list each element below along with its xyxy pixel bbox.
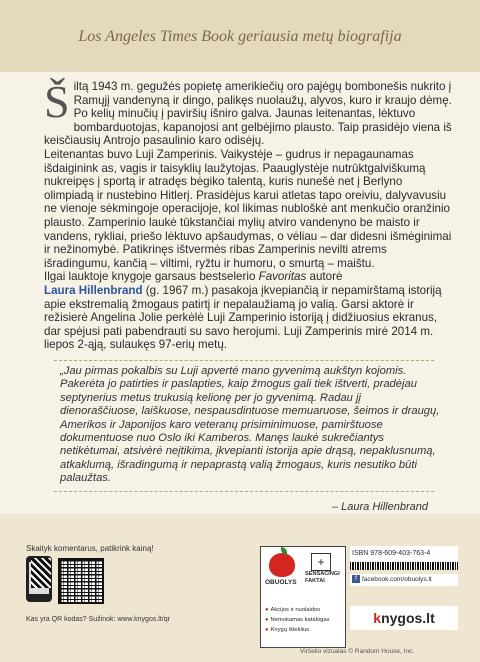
facebook-link[interactable] [350, 574, 458, 586]
list-item: ● Knygų išteklius [265, 627, 310, 633]
paragraph-1-text: iltą 1943 m. gegužės popietę amerikiečių oro pajėgų bombonešis nukrito į Ramųjį vandenyną ir dingo, palikęs nuolaužų, alyvos, kuro ir kraujo dėmę. Po kelių minučių į paviršių išniro galva. Jaunas leitenantas, lėktuvo bombarduotojas, kapanojosi ant gelbėjimo plausto. Taip prasidėjo viena iš keisčiausių Antrojo pasaulinio karo odisėjų. [44, 80, 452, 148]
barcode-icon [350, 562, 458, 570]
publisher-badge [260, 546, 346, 648]
header-title-rest: geriausia metų biografija [234, 28, 402, 45]
sensacingi-box [305, 553, 341, 583]
p3-mid: autorė [306, 270, 343, 284]
list-item: ● Nemokamas katalogas [265, 617, 330, 623]
apple-logo-icon [269, 553, 295, 577]
knygos-logo[interactable] [350, 606, 458, 630]
book-title: Favoritas [258, 270, 307, 284]
cover-credit: Viršelio vizualas © Random House, Inc. [300, 648, 415, 655]
quote-text: „Jau pirmas pokalbis su Luji apvertė mano gyvenimą aukštyn kojomis. Pakerėta jo patirties ir paslapties, kaip žmogus gali tiek ištverti, pradėjau septynerius metus trukusią kelionę per jo gyvenimą. Radau jį dienoraščiuose, laiškuose, nespausdintuose memuaruose, šeimos ir draugų, Amerikos ir Japonijos karo veteranų prisiminimuose, pamirštuose dokumentuose nuo Oslo iki Kamberos. Manęs laukė sukrečiantys netikėtumai, atsivėrė neįtikima, įkvepianti istorija apie drąsą, nepaklusnumą, atkaklumą, išradingumą ir nepaprastą valią žmogaus, kuris nesutiko būti palaužtas. [60, 365, 440, 485]
header-banner [0, 0, 480, 72]
p3-post: (g. 1967 m.) pasakoja įkvepiančią ir nepamirštamą istoriją apie ekstremalią žmogaus patirtį ir nepalaužiamą jo valią. Garsi aktorė ir režisierė Angelina Jolie perkėlė Luji Zamperinio istoriją į didžiuosius ekranus, dar spėjusi pati pabendrauti su savo herojumi. Luji Zamperinis mirė 2014 m. liepos 2-ąją, sulaukęs 97-erių metų. [44, 283, 442, 352]
phone-qr-icon [31, 558, 51, 588]
facebook-icon: f [352, 575, 360, 583]
footer [0, 514, 480, 662]
paragraph-2: Leitenantas buvo Luji Zamperinis. Vaikystėje – gudrus ir nepagaunamas išdaiginink as, vagis ir taisyklių laužytojas. Paauglystėje nutrūktgalviškumą nukreipęs į sportą ir atradęs bėgiko talentą, kuris nunešė net į Berlyno olimpiadą ir nustebino Hitlerį. Prasidėjus karui atletas tapo oreiviu, dalyvavusiu ne vienoje sėkmingoje operacijoje, kol likimas nubloškė ant menkučio oranžinio plausto. Zamperinio laukė tūkstančiai mylių atviro vandenyno be maisto ir vandens, rykliai, priešo lėktuvo apšaudymas, o vėliau – dar didesni išmėginimai ir nežinomybė. Patikrinęs ištvermės ribas Zamperinis nevilti atrems išradingumu, kančią – viltimi, ryžtu ir humoru, o smurtą – maištu. [44, 147, 452, 270]
description-text [44, 76, 452, 352]
header-title [0, 28, 480, 46]
qr-prompt: Skaityk komentarus, patikrink kainą! [26, 544, 154, 553]
plus-book-icon: + [311, 553, 331, 571]
drop-cap: Š [44, 76, 70, 127]
sensacingi-label: SENSACINGI FAKTAI [305, 571, 340, 584]
p3-pre: Ilgai lauktoje knygoje garsaus bestselerio [44, 270, 259, 284]
isbn: ISBN 978-609-403-763-4 [350, 546, 458, 562]
leaf-icon [281, 547, 287, 555]
quote-box [54, 360, 440, 513]
qr-code[interactable] [58, 558, 104, 604]
knygos-rest: nygos.lt [381, 610, 435, 626]
publisher-name: OBUOLYS [265, 579, 297, 586]
offers-list [265, 605, 329, 635]
knygos-k: k [373, 610, 382, 626]
paragraph-3 [44, 270, 452, 352]
quote-signature: – Laura Hillenbrand [331, 501, 428, 513]
qr-help: Kas yra QR kodas? Sužinok: www.knygos.lt/qr [26, 616, 170, 623]
header-title-italic: Los Angeles Times Book [78, 28, 235, 45]
paragraph-1 [44, 76, 452, 148]
description-panel [0, 72, 480, 514]
facebook-url: facebook.com/obuolys.lt [362, 576, 432, 583]
list-item: ● Akcijos ir nuolaidos [265, 607, 321, 613]
author-name: Laura Hillenbrand [44, 283, 143, 297]
